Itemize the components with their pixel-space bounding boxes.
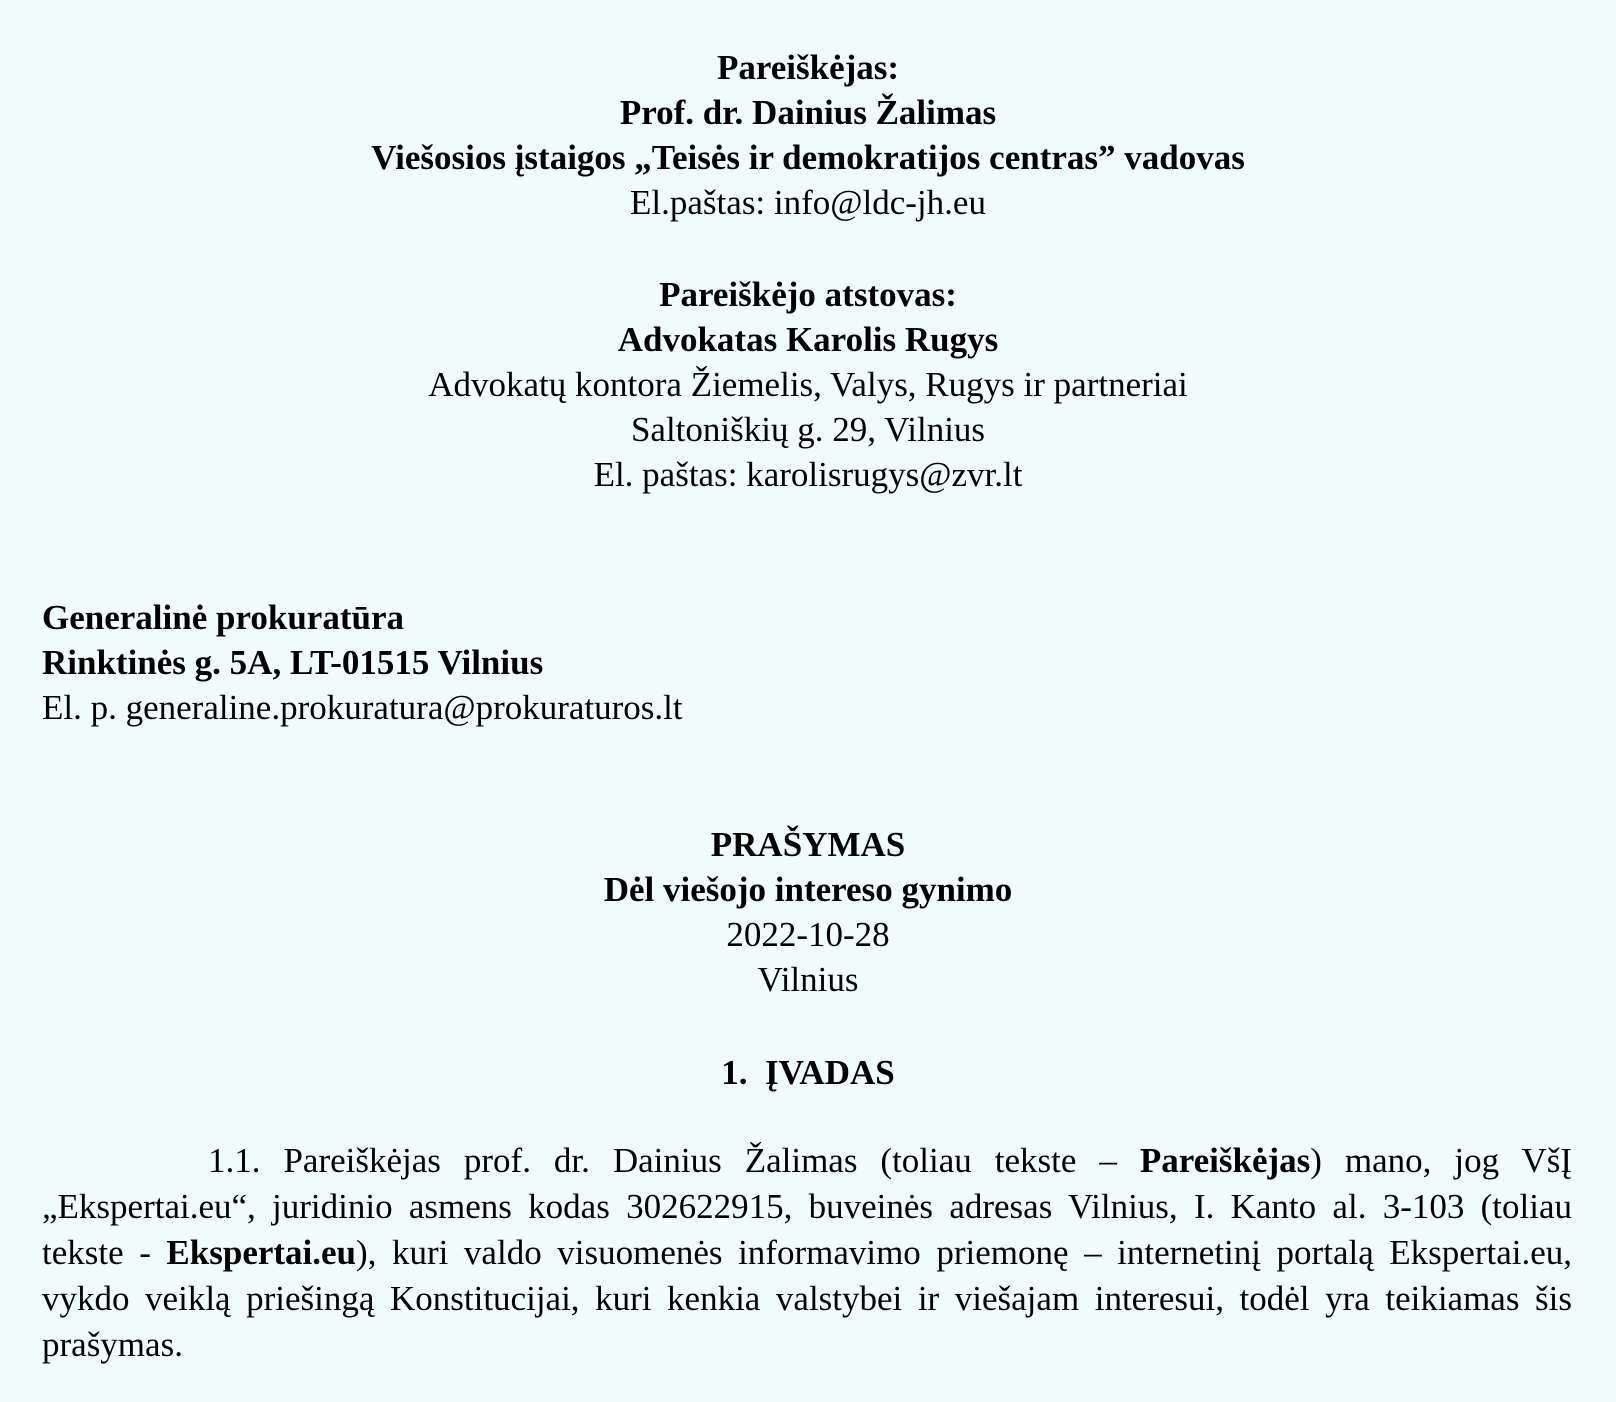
section-heading: 1. ĮVADAS bbox=[721, 1053, 895, 1092]
paragraph-bold-applicant: Pareiškėjas bbox=[1139, 1141, 1311, 1180]
applicant-name: Prof. dr. Dainius Žalimas bbox=[619, 93, 997, 132]
request-title: PRAŠYMAS bbox=[710, 825, 906, 864]
request-header bbox=[0, 822, 1616, 1002]
representative-address: Saltoniškių g. 29, Vilnius bbox=[630, 410, 986, 449]
representative-heading: Pareiškėjo atstovas: bbox=[659, 275, 957, 314]
recipient-name: Generalinė prokuratūra bbox=[42, 598, 404, 637]
paragraph-number: 1.1. bbox=[208, 1141, 261, 1180]
request-place: Vilnius bbox=[757, 960, 859, 999]
applicant-block bbox=[0, 45, 1616, 225]
applicant-position: Viešosios įstaigos „Teisės ir demokratijos centras” vadovas bbox=[371, 138, 1245, 177]
section-heading-block bbox=[0, 1050, 1616, 1095]
representative-block bbox=[0, 272, 1616, 497]
recipient-address: Rinktinės g. 5A, LT-01515 Vilnius bbox=[42, 643, 544, 682]
request-date: 2022-10-28 bbox=[726, 915, 890, 954]
request-subject: Dėl viešojo intereso gynimo bbox=[603, 870, 1013, 909]
applicant-heading: Pareiškėjas: bbox=[716, 48, 900, 87]
representative-firm: Advokatų kontora Žiemelis, Valys, Rugys ir partneriai bbox=[428, 365, 1188, 404]
paragraph-text-a: Pareiškėjas prof. dr. Dainius Žalimas (toliau tekste – bbox=[260, 1141, 1140, 1180]
paragraph-text-b: ) mano, jog VšĮ „Ekspertai.eu“, juridinio asmens kodas 302622915, buveinės adresas Vilnius, I. Kanto al. 3-103 (toliau tekste - bbox=[42, 1141, 1572, 1272]
paragraph-bold-ekspertai: Ekspertai.eu bbox=[166, 1233, 357, 1272]
representative-email: El. paštas: karolisrugys@zvr.lt bbox=[593, 455, 1023, 494]
applicant-email: El.paštas: info@ldc-jh.eu bbox=[630, 183, 986, 222]
paragraph-1-1 bbox=[42, 1138, 1572, 1368]
representative-name: Advokatas Karolis Rugys bbox=[617, 320, 999, 359]
paragraph-text-c: ), kuri valdo visuomenės informavimo priemonę – internetinį portalą Ekspertai.eu, vykdo veiklą priešingą Konstitucijai, kuri kenkia valstybei ir viešajam interesui, todėl yra teikiamas šis prašymas. bbox=[42, 1233, 1572, 1364]
recipient-email: El. p. generaline.prokuratura@prokuraturos.lt bbox=[42, 688, 683, 727]
recipient-block bbox=[42, 595, 1572, 730]
